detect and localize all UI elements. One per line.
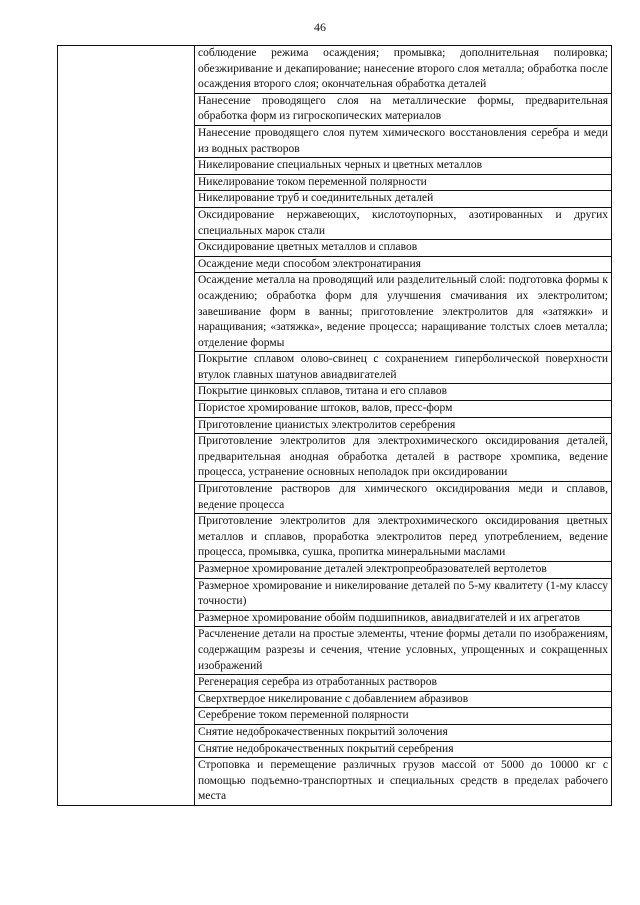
table-cell: Никелирование специальных черных и цветных металлов [195,158,612,175]
table-cell: Осаждение металла на проводящий или разделительный слой: подготовка формы к осаждению; обработка форм для улучшения смачивания их электролитом; завешивание форм в ванны; приготовление электролитов для «затяжки» и наращивания; «затяжка», ведение процесса; наращивание толстых слоев металла; отделение формы [195,273,612,352]
table-cell: Размерное хромирование обойм подшипников, авиадвигателей и их агрегатов [195,610,612,627]
table-cell: Оксидирование нержавеющих, кислотоупорных, азотированных и других специальных марок стали [195,207,612,239]
table-cell: соблюдение режима осаждения; промывка; дополнительная полировка; обезжиривание и декапирование; нанесение второго слоя металла; обработка после осаждения второго слоя; окончательная обработка деталей [195,46,612,94]
table-cell: Покрытие сплавом олово-свинец с сохранением гиперболической поверхности втулок главных шатунов авиадвигателей [195,352,612,384]
table-cell: Размерное хромирование деталей электропреобразователей вертолетов [195,562,612,579]
document-table [57,45,612,806]
table-cell: Расчленение детали на простые элементы, чтение формы детали по изображениям, содержащим разрезы и сечения, чтение условных, упрощенных и сокращенных изображений [195,627,612,675]
table-cell: Никелирование током переменной полярности [195,174,612,191]
table-cell: Оксидирование цветных металлов и сплавов [195,240,612,257]
table-cell: Размерное хромирование и никелирование деталей по 5-му квалитету (1-му классу точности) [195,578,612,610]
table-cell: Никелирование труб и соединительных деталей [195,191,612,208]
table-cell: Осаждение меди способом электронатирания [195,256,612,273]
table-cell: Нанесение проводящего слоя путем химического восстановления серебра и меди из водных растворов [195,125,612,157]
table-cell: Строповка и перемещение различных грузов массой от 5000 до 10000 кг с помощью подъемно-транспортных и специальных средств в пределах рабочего места [195,758,612,806]
table-cell: Серебрение током переменной полярности [195,708,612,725]
table-cell: Снятие недоброкачественных покрытий серебрения [195,741,612,758]
table-cell: Регенерация серебра из отработанных растворов [195,675,612,692]
table-cell: Пористое хромирование штоков, валов, пресс-форм [195,401,612,418]
table-cell: Приготовление растворов для химического оксидирования меди и сплавов, ведение процесса [195,482,612,514]
table-cell: Приготовление цианистых электролитов серебрения [195,417,612,434]
table-row [58,46,612,94]
page-number: 46 [314,20,326,34]
table-cell: Снятие недоброкачественных покрытий золочения [195,724,612,741]
left-column-cell [58,46,195,806]
table-cell: Нанесение проводящего слоя на металлические формы, предварительная обработка форм из гигроскопических материалов [195,93,612,125]
table-cell: Приготовление электролитов для электрохимического оксидирования деталей, предварительная анодная обработка деталей в растворе хромпика, ведение процесса, устранение основных неполадок при оксидировании [195,434,612,482]
table-cell: Покрытие цинковых сплавов, титана и его сплавов [195,384,612,401]
table-body [58,46,612,806]
table-cell: Сверхтвердое никелирование с добавлением абразивов [195,691,612,708]
table-cell: Приготовление электролитов для электрохимического оксидирования цветных металлов и сплавов, проработка электролитов перед употреблением, ведение процесса, промывка, сушка, пропитка минеральными маслами [195,514,612,562]
